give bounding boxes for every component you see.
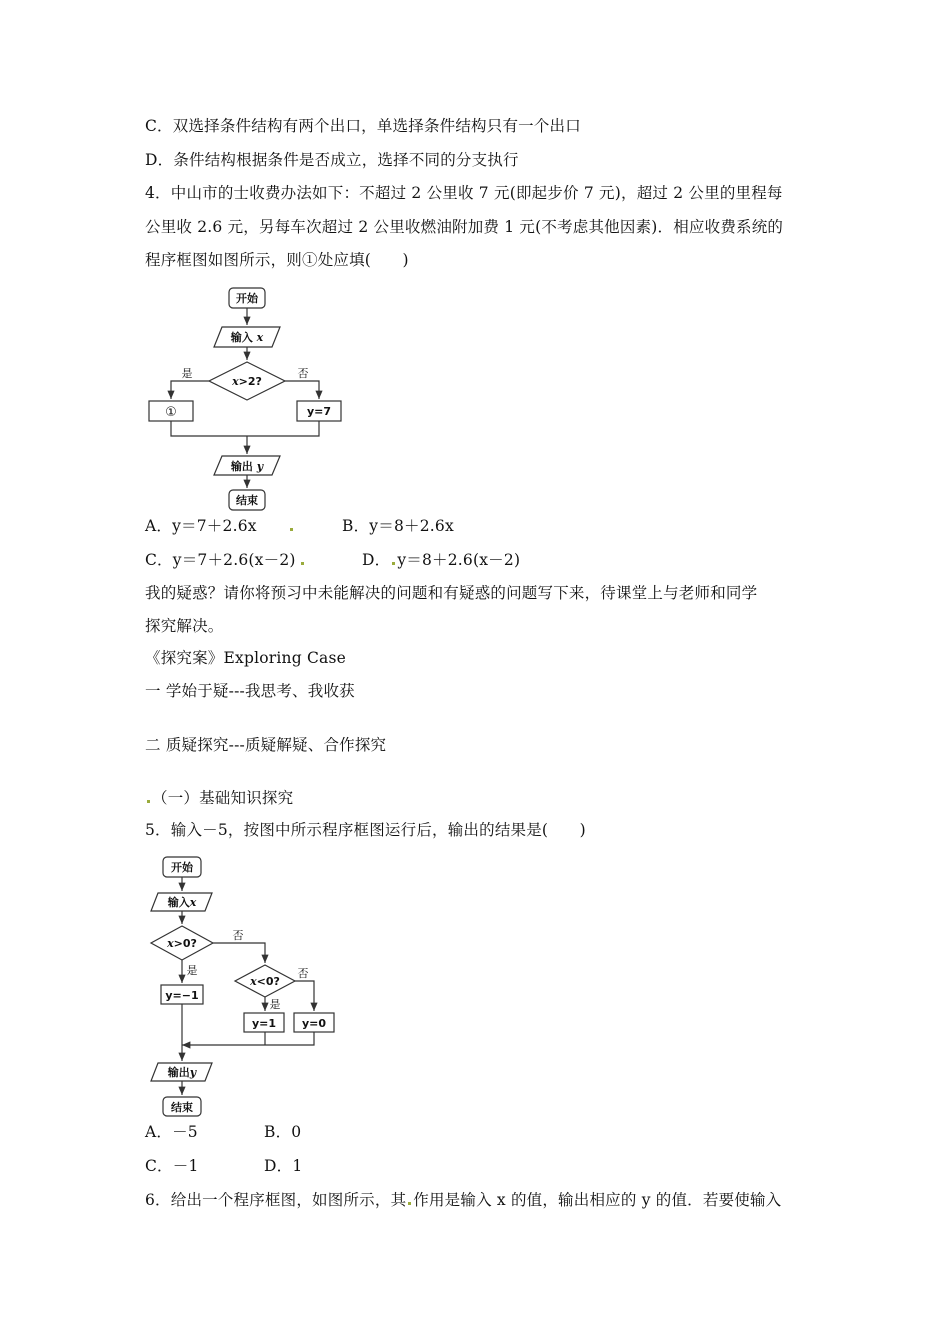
- section-2-heading: 二 质疑探究---质疑解疑、合作探究: [145, 736, 387, 754]
- q5-stem: 5．输入－5，按图中所示程序框图运行后，输出的结果是( ): [145, 821, 586, 839]
- fc2-box-2-label: y=1: [251, 1017, 277, 1030]
- mark-dot: [290, 528, 293, 531]
- fc2-box-1-label: y=−1: [165, 989, 199, 1002]
- fc1-start-label: 开始: [236, 292, 258, 305]
- mark-dot: [408, 1202, 411, 1205]
- q3-option-d: D．条件结构根据条件是否成立，选择不同的分支执行: [145, 151, 519, 169]
- q4-stem-line-1: 4．中山市的士收费办法如下：不超过 2 公里收 7 元(即起步价 7 元)，超过 2 公里的里程每: [145, 184, 783, 202]
- mark-dot: [147, 800, 150, 803]
- q3-option-c: C．双选择条件结构有两个出口，单选择条件结构只有一个出口: [145, 117, 581, 135]
- q6-stem: 6．给出一个程序框图，如图所示，其 作用是输入 x 的值，输出相应的 y 的值．若要使输入: [145, 1191, 782, 1209]
- q5-option-c: C．－1: [145, 1157, 199, 1175]
- fc2-input-label: 输入x: [167, 896, 197, 909]
- q4-stem-line-2: 公里收 2.6 元，另每车次超过 2 公里收燃油附加费 1 元(不考虑其他因素)．相应收费系统的: [145, 218, 784, 236]
- case-title: 《探究案》Exploring Case: [145, 649, 346, 667]
- fc2-yes-label-2: 是: [269, 998, 281, 1011]
- mark-dot: [392, 562, 395, 565]
- fc1-condition-label: x>2?: [232, 375, 262, 388]
- fc2-start-label: 开始: [171, 861, 193, 874]
- fc2-condition-2-label: x<0?: [250, 975, 280, 988]
- q4-option-d: D． y＝8＋2.6(x－2): [362, 551, 521, 569]
- q5-option-b: B．0: [264, 1123, 302, 1141]
- q4-option-c: C．y＝7＋2.6(x－2): [145, 551, 296, 569]
- q5-option-a: A．－5: [145, 1123, 198, 1141]
- fc2-output-label: 输出y: [167, 1066, 197, 1079]
- q4-stem-line-3: 程序框图如图所示，则①处应填( ): [145, 251, 409, 269]
- fc2-no-label-1: 否: [232, 929, 244, 942]
- doubt-line-2: 探究解决。: [145, 617, 224, 635]
- fc2-end-label: 结束: [171, 1101, 193, 1114]
- fc1-end-label: 结束: [236, 494, 258, 507]
- q5-option-d: D．1: [264, 1157, 303, 1175]
- fc2-yes-label-1: 是: [186, 964, 198, 977]
- fc2-box-3-label: y=0: [301, 1017, 327, 1030]
- section-1-heading: 一 学始于疑---我思考、我收获: [145, 682, 355, 700]
- q4-option-b: B．y＝8＋2.6x: [342, 517, 454, 535]
- fc1-input-label: 输入 x: [230, 331, 264, 344]
- q4-option-a: A．y＝7＋2.6x: [145, 517, 257, 535]
- fc1-yes-label: 是: [181, 367, 193, 380]
- fc1-no-label: 否: [297, 367, 309, 380]
- fc1-box-yes-label: ①: [165, 405, 177, 420]
- subsection-1-heading: （一）基础知识探究: [145, 788, 293, 808]
- q5-flowchart: [145, 853, 345, 1118]
- fc2-no-label-2: 否: [297, 967, 309, 980]
- fc1-box-no-label: y=7: [306, 405, 332, 418]
- doubt-line-1: 我的疑惑？请你将预习中未能解决的问题和有疑惑的问题写下来，待课堂上与老师和同学: [145, 584, 758, 602]
- q4-flowchart: [140, 283, 360, 513]
- fc2-condition-1-label: x>0?: [167, 937, 197, 950]
- mark-dot: [301, 562, 304, 565]
- fc1-output-label: 输出 y: [230, 460, 264, 473]
